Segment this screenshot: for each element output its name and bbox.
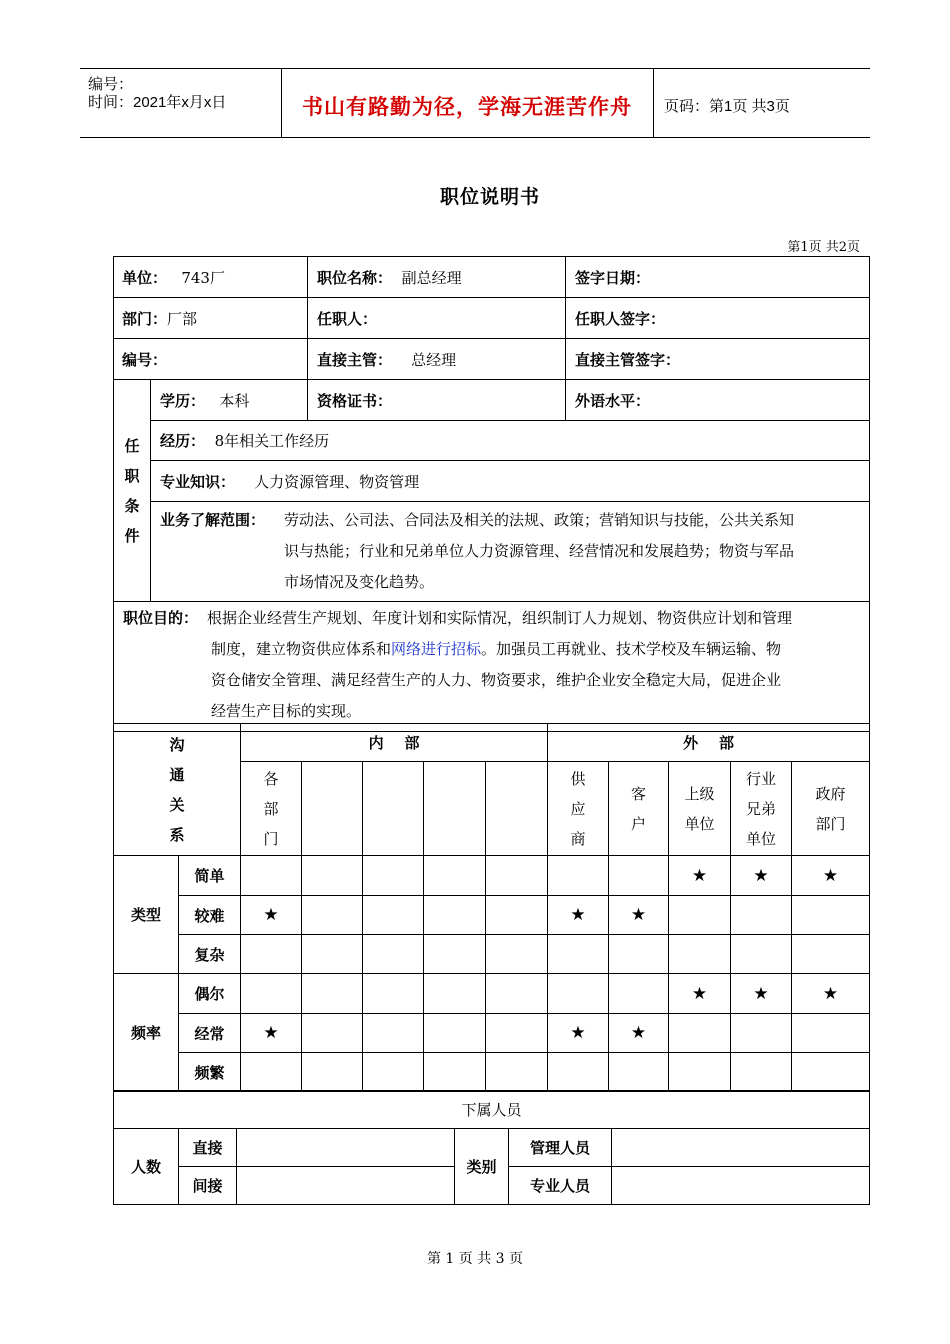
business-cell [151, 502, 870, 602]
empty-cell [731, 896, 792, 935]
comm-column-header [731, 762, 792, 856]
empty-cell [792, 1053, 870, 1092]
star-mark: ★ [792, 856, 870, 896]
star-mark: ★ [548, 896, 609, 935]
type-row [114, 856, 870, 896]
empty-cell [731, 1014, 792, 1053]
supervisor-value: 总经理 [411, 350, 457, 369]
business-label: 业务了解范围： [160, 511, 266, 529]
empty-cell [669, 1014, 731, 1053]
empty-cell [609, 1053, 669, 1092]
empty-cell [302, 974, 363, 1014]
unit-label: 单位： [122, 268, 168, 287]
comm-column-header-line: 部门 [815, 814, 846, 833]
header-page-info: 页码：第1页 共3页 [664, 98, 790, 115]
business-block [160, 505, 861, 598]
empty-cell [792, 1014, 870, 1053]
subordinates-table [113, 1090, 870, 1205]
empty-cell [363, 1053, 424, 1092]
type-group-label: 类型 [114, 856, 179, 974]
business-line: 识与热能；行业和兄弟单位人力资源管理、经营情况和发展趋势；物资与军品 [284, 542, 795, 560]
empty-cell [363, 856, 424, 896]
no-cell [114, 339, 308, 380]
purpose-row [114, 602, 870, 732]
empty-cell [424, 1014, 486, 1053]
comm-label-char: 关 [169, 795, 185, 814]
empty-cell [424, 856, 486, 896]
sign-date-label: 签字日期： [575, 268, 651, 287]
empty-cell [241, 1053, 302, 1092]
knowledge-label: 专业知识： [160, 472, 236, 491]
type-row-label: 简单 [179, 856, 241, 896]
dept-cell [114, 298, 308, 339]
req-label-char: 职 [124, 466, 140, 485]
comm-column-header-line: 门 [263, 829, 279, 848]
external-header: 外 部 [548, 724, 870, 762]
comm-column-header-line: 供 [570, 769, 586, 788]
edu-cell [151, 380, 308, 421]
empty-cell [669, 1053, 731, 1092]
comm-column-header-line: 政府 [815, 784, 846, 803]
empty-cell [424, 935, 486, 974]
exp-value: 8年相关工作经历 [214, 432, 330, 450]
comm-column-header [669, 762, 731, 856]
comm-column-header-line: 户 [631, 814, 647, 833]
position-label: 职位名称： [317, 268, 393, 287]
indirect-label: 间接 [179, 1167, 237, 1205]
document-title: 职位说明书 [439, 186, 540, 208]
star-mark: ★ [609, 896, 669, 935]
empty-cell [241, 856, 302, 896]
empty-cell [363, 935, 424, 974]
star-mark: ★ [731, 856, 792, 896]
comm-column-header-line: 部 [263, 799, 279, 818]
communication-table [113, 723, 870, 1092]
header-serial: 编号： [88, 76, 134, 93]
comm-column-header-line: 上级 [684, 784, 715, 803]
star-mark: ★ [731, 974, 792, 1014]
empty-cell [669, 896, 731, 935]
empty-cell [731, 1053, 792, 1092]
req-row-edu [114, 380, 870, 421]
holder-sign-label: 任职人签字： [575, 309, 666, 328]
star-mark: ★ [792, 974, 870, 1014]
comm-label-char: 沟 [169, 735, 185, 754]
star-mark: ★ [548, 1014, 609, 1053]
empty-cell [609, 935, 669, 974]
purpose-text [207, 603, 793, 727]
document-page-info: 第1页 共2页 [787, 240, 860, 255]
star-mark: ★ [241, 896, 302, 935]
star-mark: ★ [241, 1014, 302, 1053]
comm-label [114, 724, 241, 856]
dept-label: 部门： [122, 309, 168, 328]
comm-column-header-line: 客 [631, 784, 647, 803]
header-divider-left [281, 69, 282, 137]
purpose-block [123, 603, 863, 727]
holder-sign-cell [566, 298, 870, 339]
dept-value: 厂部 [167, 309, 198, 328]
empty-cell [363, 1014, 424, 1053]
empty-cell [424, 896, 486, 935]
purpose-label: 职位目的： [123, 609, 199, 627]
empty-cell [486, 1053, 548, 1092]
comm-column-header-line: 单位 [746, 829, 777, 848]
empty-cell [302, 1014, 363, 1053]
position-value: 副总经理 [401, 268, 462, 287]
comm-column-header-line: 兄弟 [746, 799, 777, 818]
type-row [114, 896, 870, 935]
business-line: 市场情况及变化趋势。 [284, 573, 435, 591]
purpose-line: 根据企业经营生产规划、年度计划和实际情况，组织制订人力规划、物资供应计划和管理 [207, 609, 793, 627]
freq-row [114, 974, 870, 1014]
empty-cell [363, 974, 424, 1014]
purpose-cell [114, 602, 870, 732]
star-mark: ★ [669, 856, 731, 896]
sign-date-cell [566, 257, 870, 298]
empty-cell [486, 896, 548, 935]
unit-value: 743厂 [181, 268, 225, 287]
req-label-char: 任 [124, 436, 140, 455]
cert-cell [308, 380, 566, 421]
empty-cell [486, 974, 548, 1014]
empty-cell [609, 974, 669, 1014]
empty-cell [302, 935, 363, 974]
comm-column-header [548, 762, 609, 856]
supervisor-label: 直接主管： [317, 350, 393, 369]
req-label-char: 条 [124, 496, 140, 515]
mgmt-label: 管理人员 [509, 1129, 612, 1167]
empty-cell [486, 935, 548, 974]
empty-cell [241, 935, 302, 974]
type-body [114, 856, 870, 974]
comm-column-header [424, 762, 486, 856]
empty-cell [792, 935, 870, 974]
freq-group-label: 频率 [114, 974, 179, 1092]
empty-cell [424, 1053, 486, 1092]
empty-cell [548, 1053, 609, 1092]
requirements-group-label [114, 380, 151, 602]
freq-row-label: 经常 [179, 1014, 241, 1053]
type-row-label: 复杂 [179, 935, 241, 974]
sub-row-direct [114, 1129, 870, 1167]
direct-label: 直接 [179, 1129, 237, 1167]
comm-header-row [114, 724, 870, 762]
req-row-knowledge [114, 461, 870, 502]
business-line: 劳动法、公司法、合同法及相关的法规、政策；营销知识与技能，公共关系知 [284, 511, 795, 529]
sub-title: 下属人员 [114, 1091, 870, 1129]
req-row-exp [114, 421, 870, 461]
comm-column-header [792, 762, 870, 856]
comm-column-header [302, 762, 363, 856]
exp-cell [151, 421, 870, 461]
comm-column-header-line: 商 [570, 829, 586, 848]
cert-label: 资格证书： [317, 391, 393, 410]
empty-cell [486, 856, 548, 896]
comm-column-header-line: 应 [570, 799, 586, 818]
knowledge-value: 人力资源管理、物资管理 [254, 472, 420, 491]
empty-cell [302, 1053, 363, 1092]
empty-cell [548, 935, 609, 974]
star-mark: ★ [609, 1014, 669, 1053]
comm-column-header [241, 762, 302, 856]
bidding-link[interactable]: 网络进行招标 [391, 640, 482, 658]
empty-cell [792, 896, 870, 935]
freq-row-label: 偶尔 [179, 974, 241, 1014]
no-label: 编号： [122, 350, 168, 369]
lang-label: 外语水平： [575, 391, 651, 410]
indirect-value [237, 1167, 455, 1205]
empty-cell [302, 896, 363, 935]
comm-column-header-line: 行业 [746, 769, 777, 788]
empty-cell [486, 1014, 548, 1053]
unit-cell [114, 257, 308, 298]
purpose-line [211, 634, 792, 665]
prof-label: 专业人员 [509, 1167, 612, 1205]
supervisor-sign-label: 直接主管签字： [575, 350, 681, 369]
internal-header: 内 部 [241, 724, 548, 762]
supervisor-sign-cell [566, 339, 870, 380]
purpose-line: 经营生产目标的实现。 [211, 702, 362, 720]
direct-value [237, 1129, 455, 1167]
empty-cell [302, 856, 363, 896]
empty-cell [731, 935, 792, 974]
freq-row [114, 1014, 870, 1053]
empty-cell [363, 896, 424, 935]
purpose-line-end: 。加强员工再就业、技术学校及车辆运输、物 [481, 640, 782, 658]
edu-value: 本科 [219, 391, 250, 410]
page-footer: 第 1 页 共 3 页 [426, 1251, 524, 1267]
empty-cell [548, 974, 609, 1014]
supervisor-cell [308, 339, 566, 380]
edu-label: 学历： [160, 391, 206, 410]
header-motto: 书山有路勤为径，学海无涯苦作舟 [302, 94, 632, 119]
req-label-char: 件 [124, 526, 140, 545]
page-header [80, 68, 870, 138]
header-time: 时间：2021年x月x日 [88, 94, 227, 111]
mgmt-value [612, 1129, 870, 1167]
position-cell [308, 257, 566, 298]
freq-row-label: 频繁 [179, 1053, 241, 1092]
info-row-2 [114, 298, 870, 339]
category-label: 类别 [455, 1129, 509, 1205]
header-divider-right [653, 69, 654, 137]
info-table [113, 256, 870, 732]
sub-title-row [114, 1091, 870, 1129]
empty-cell [548, 856, 609, 896]
count-label: 人数 [114, 1129, 179, 1205]
freq-row [114, 1053, 870, 1092]
comm-label-char: 系 [169, 825, 185, 844]
freq-body [114, 974, 870, 1092]
comm-column-header [609, 762, 669, 856]
holder-cell [308, 298, 566, 339]
empty-cell [241, 974, 302, 1014]
type-row-label: 较难 [179, 896, 241, 935]
star-mark: ★ [669, 974, 731, 1014]
comm-column-header [363, 762, 424, 856]
lang-cell [566, 380, 870, 421]
exp-label: 经历： [160, 432, 206, 450]
comm-column-header [486, 762, 548, 856]
knowledge-cell [151, 461, 870, 502]
empty-cell [424, 974, 486, 1014]
empty-cell [609, 856, 669, 896]
info-row-3 [114, 339, 870, 380]
purpose-line: 资仓储安全管理、满足经营生产的人力、物资要求，维护企业安全稳定大局，促进企业 [211, 671, 782, 689]
type-row [114, 935, 870, 974]
purpose-line-start: 制度，建立物资供应体系和 [211, 640, 392, 658]
comm-column-header-line: 各 [263, 769, 279, 788]
req-row-business [114, 502, 870, 602]
prof-value [612, 1167, 870, 1205]
comm-label-char: 通 [169, 765, 185, 784]
info-row-1 [114, 257, 870, 298]
business-text [284, 505, 794, 598]
comm-column-header-line: 单位 [684, 814, 715, 833]
empty-cell [669, 935, 731, 974]
holder-label: 任职人： [317, 309, 378, 328]
